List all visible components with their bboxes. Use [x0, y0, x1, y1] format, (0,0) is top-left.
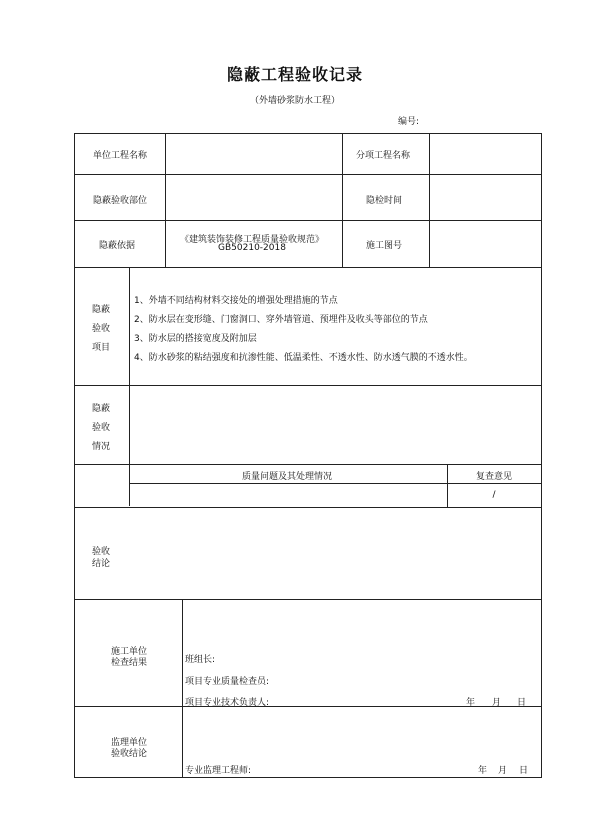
supervision-unit-label-1: 监理单位: [111, 738, 148, 748]
acceptance-record-table: [74, 133, 542, 778]
conclusion-label-2: 结论: [92, 559, 111, 569]
page-title: 隐蔽工程验收记录: [226, 65, 363, 84]
item-4: 4、防水砂浆的粘结强度和抗渗性能、低温柔性、不透水性、防水透气膜的不透水性。: [134, 353, 473, 363]
issues-header-divider: [129, 483, 541, 484]
row-divider-1: [75, 174, 541, 175]
serial-number-label: 编号:: [398, 117, 420, 127]
inspection-time-label: 隐检时间: [366, 196, 403, 206]
concealed-part-label: 隐蔽验收部位: [93, 196, 148, 206]
construction-unit-label-2: 检查结果: [111, 658, 148, 668]
supervision-unit-label-2: 验收结论: [111, 749, 148, 759]
situation-label-3: 情况: [92, 442, 111, 452]
page-subtitle: （外墙砂浆防水工程）: [249, 96, 340, 106]
basis-standard-code: GB50210-2018: [218, 243, 286, 253]
supervision-date-year: 年: [478, 766, 488, 776]
situation-label-2: 验收: [92, 423, 111, 433]
item-1: 1、外墙不同结构材料交接处的增强处理措施的节点: [134, 296, 338, 306]
quality-inspector-label: 项目专业质量检查员:: [185, 677, 270, 687]
items-label-2: 验收: [92, 324, 111, 334]
recheck-opinion-value[interactable]: /: [492, 490, 496, 500]
quality-issue-header: 质量问题及其处理情况: [241, 472, 332, 482]
row-divider-5: [75, 464, 541, 465]
supervising-engineer-label: 专业监理工程师:: [185, 766, 252, 776]
team-leader-label: 班组长:: [185, 655, 216, 665]
concealed-basis-label: 隐蔽依据: [99, 241, 136, 251]
item-3: 3、防水层的搭接宽度及附加层: [134, 334, 257, 344]
recheck-opinion-header: 复查意见: [475, 472, 512, 482]
items-label-1: 隐蔽: [92, 305, 111, 315]
technical-lead-label: 项目专业技术负责人:: [185, 698, 270, 708]
supervision-date-month: 月: [498, 766, 508, 776]
situation-label-1: 隐蔽: [92, 404, 111, 414]
items-label-3: 项目: [92, 343, 111, 353]
construction-date-year: 年: [466, 698, 476, 708]
unit-project-name-label: 单位工程名称: [93, 151, 148, 161]
basis-standard-name: 《建筑装饰装修工程质量验收规范》: [179, 235, 324, 245]
item-2: 2、防水层在变形缝、门窗洞口、穿外墙管道、预埋件及收头等部位的节点: [134, 315, 428, 325]
row-divider-7: [75, 599, 541, 600]
construction-date-day: 日: [517, 698, 527, 708]
row-divider-4: [75, 385, 541, 386]
col-divider-b: [342, 134, 343, 267]
construction-date-month: 月: [492, 698, 502, 708]
construction-unit-label-1: 施工单位: [111, 647, 148, 657]
conclusion-label-1: 验收: [92, 547, 111, 557]
col-divider-c: [429, 134, 430, 267]
col-divider-sign: [182, 599, 183, 777]
supervision-date-day: 日: [519, 766, 529, 776]
row-divider-2: [75, 220, 541, 221]
row-divider-3: [75, 267, 541, 268]
sub-project-name-label: 分项工程名称: [356, 151, 411, 161]
construction-drawing-label: 施工图号: [366, 241, 403, 251]
row-divider-6: [75, 507, 541, 508]
